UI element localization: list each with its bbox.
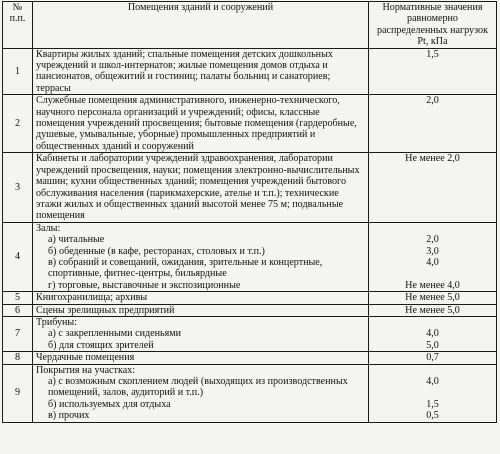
description-line: Кабинеты и лаборатории учреждений здравоохранения, лаборатории учреждений просвещения, науки; помещения электронно-вычислительных машин; кухни общественных зданий; помещения учреждений бытового обслуживания населения (парикмахерские, ателье и т.п.); технические этажи жилых и общественных зданий высотой менее 75 м; подвальные помещения (36, 153, 360, 222)
description-line: в) собраний и совещаний, ожидания, зрительные и концертные, спортивные, фитнес-центры, бильярдные (48, 256, 323, 280)
table-header-row (3, 2, 497, 49)
value-line: 4,0 (426, 375, 439, 387)
row-value (369, 153, 497, 222)
value-line (372, 365, 493, 376)
table-row (3, 292, 497, 304)
table-row (3, 364, 497, 422)
value-line: 0,5 (426, 410, 439, 422)
value-line: Не менее 5,0 (405, 304, 460, 316)
row-number: 3 (3, 153, 33, 222)
row-value (369, 316, 497, 351)
value-line: 2,0 (426, 95, 439, 107)
row-number: 5 (3, 292, 33, 304)
table-row (3, 352, 497, 364)
description-line: б) для стоящих зрителей (48, 339, 154, 351)
description-line: Сцены зрелищных предприятий (36, 304, 175, 316)
value-line: Не менее 5,0 (405, 292, 460, 304)
row-value (369, 95, 497, 153)
header-premises: Помещения зданий и сооружений (33, 2, 369, 49)
description-line: Квартиры жилых зданий; спальные помещения детских дошкольных учреждений и школ-интернатов; жилые помещения домов отдыха и пансионатов, общежитий и гостиниц; палаты больниц и санаториев; террасы (36, 48, 333, 94)
row-number: 1 (3, 48, 33, 95)
row-number: 6 (3, 304, 33, 316)
row-value (369, 304, 497, 316)
description-line: а) с возможным скоплением людей (выходящих из производственных помещений, залов, аудиторий и т.п.) (48, 376, 348, 399)
table-row (3, 304, 497, 316)
row-description (33, 48, 369, 95)
description-line: Чердачные помещения (36, 352, 135, 364)
row-description (33, 352, 369, 364)
value-line: Не менее 4,0 (405, 279, 460, 291)
row-number: 9 (3, 364, 33, 422)
value-line: 5,0 (426, 339, 439, 351)
value-line: 2,0 (426, 234, 439, 246)
value-line: 3,0 (426, 245, 439, 257)
row-number: 8 (3, 352, 33, 364)
row-value (369, 292, 497, 304)
row-description (33, 316, 369, 351)
table-row (3, 95, 497, 153)
description-line: Служебные помещения административного, инженерно-технического, научного персонала организаций и учреждений; офисы, классные помещения учреждений просвещения; бытовые помещения (гардеробные, душевые, умывальные, уборные) промышленных предприятий и общественных зданий и сооружений (36, 95, 357, 152)
description-line: а) читальные (48, 234, 105, 246)
row-description (33, 95, 369, 153)
row-number: 2 (3, 95, 33, 153)
value-line (372, 223, 493, 234)
value-line: Не менее 2,0 (405, 153, 460, 165)
value-line (372, 317, 493, 328)
value-line: 1,5 (426, 48, 439, 60)
table-row (3, 153, 497, 222)
loads-table (2, 1, 497, 423)
value-line: 4,0 (426, 328, 439, 340)
row-number: 4 (3, 222, 33, 291)
row-description (33, 292, 369, 304)
description-line: б) используемых для отдыха (48, 398, 171, 410)
row-value (369, 352, 497, 364)
description-line: Залы: (36, 222, 61, 234)
table-row (3, 316, 497, 351)
row-value (369, 48, 497, 95)
value-line: 0,7 (426, 352, 439, 364)
row-description (33, 304, 369, 316)
description-line: Покрытия на участках: (36, 364, 136, 376)
row-description (33, 153, 369, 222)
table-row (3, 222, 497, 291)
row-value (369, 222, 497, 291)
table-row (3, 48, 497, 95)
row-number: 7 (3, 316, 33, 351)
header-num: № п.п. (3, 2, 33, 49)
row-description (33, 364, 369, 422)
value-line: 4,0 (426, 256, 439, 268)
value-line: 1,5 (426, 398, 439, 410)
description-line: в) прочих (48, 410, 90, 422)
description-line: г) торговые, выставочные и экспозиционные (48, 279, 241, 291)
description-line: б) обеденные (в кафе, ресторанах, столовых и т.п.) (48, 245, 265, 257)
description-line: Книгохранилища; архивы (36, 292, 148, 304)
header-values: Нормативные значения равномерно распределенных нагрузок Pt, кПа (369, 2, 497, 49)
description-line: а) с закрепленными сиденьями (48, 328, 182, 340)
description-line: Трибуны: (36, 316, 78, 328)
row-value (369, 364, 497, 422)
row-description (33, 222, 369, 291)
